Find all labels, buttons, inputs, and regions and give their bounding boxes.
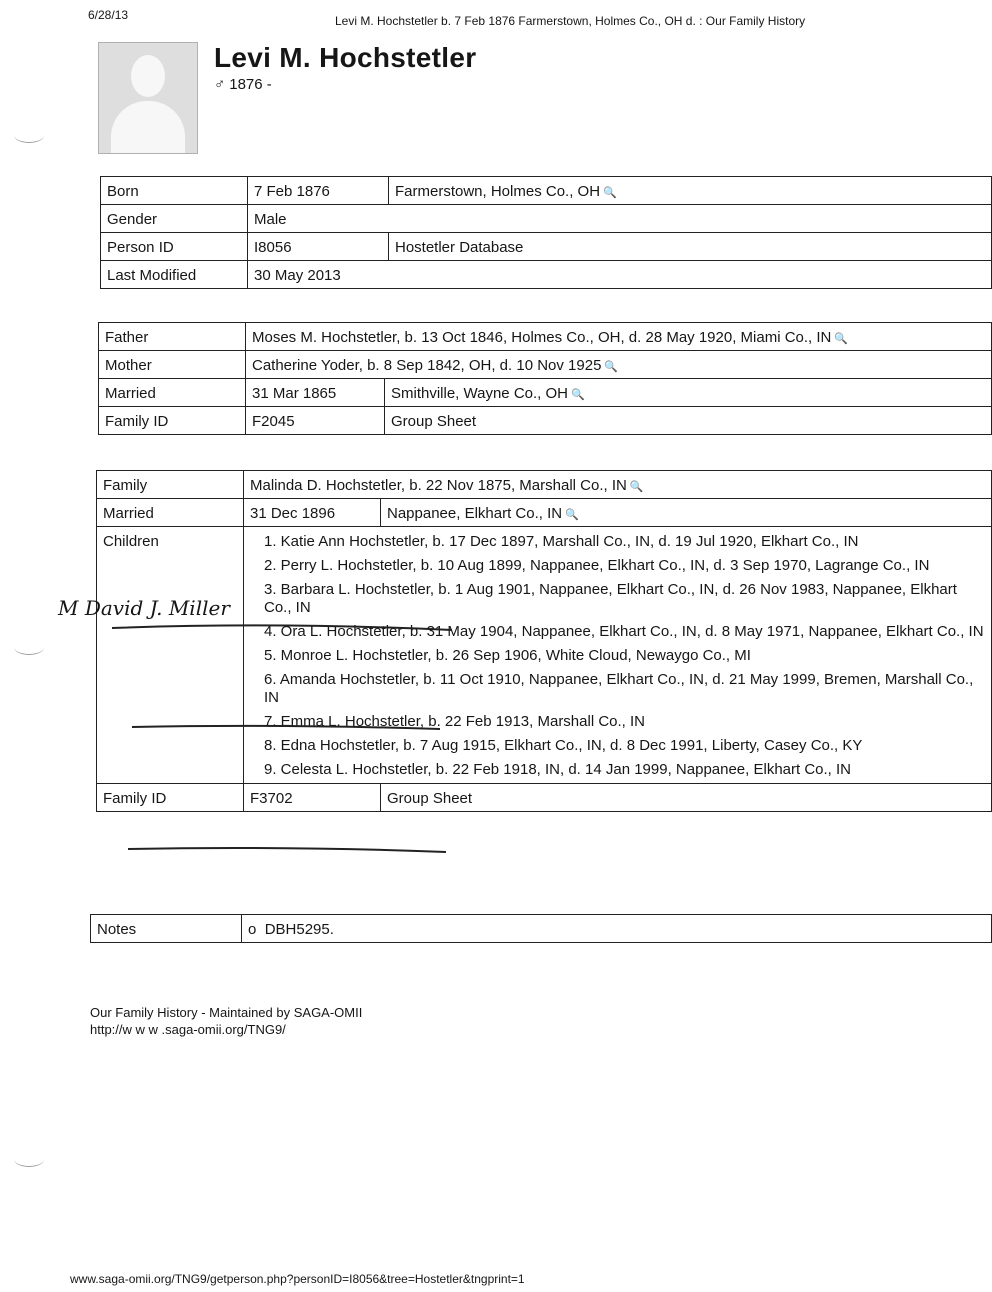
last-modified-label: Last Modified	[101, 261, 248, 289]
married-date: 31 Mar 1865	[246, 379, 385, 407]
married-label: Married	[97, 499, 244, 527]
gender-label: Gender	[101, 205, 248, 233]
bullet-icon: o	[248, 921, 257, 938]
children-label: Children	[97, 527, 244, 784]
child-item[interactable]: 1. Katie Ann Hochstetler, b. 17 Dec 1897, Marshall Co., IN, d. 19 Jul 1920, Elkhart Co., IN	[264, 533, 859, 550]
child-item[interactable]: 3. Barbara L. Hochstetler, b. 1 Aug 1901, Nappanee, Elkhart Co., IN, d. 26 Nov 1983, Nappanee, Elkhart Co., IN	[264, 581, 957, 616]
footer-site-url[interactable]: http://w w w .saga-omii.org/TNG9/	[90, 1022, 286, 1037]
person-id-value: I8056	[248, 233, 389, 261]
father-label: Father	[99, 323, 246, 351]
print-page-url: www.saga-omii.org/TNG9/getperson.php?personID=I8056&tree=Hostetler&tngprint=1	[70, 1272, 525, 1286]
search-icon[interactable]: 🔍	[629, 481, 644, 493]
married-label: Married	[99, 379, 246, 407]
print-date: 6/28/13	[88, 8, 129, 22]
family-id-label: Family ID	[99, 407, 246, 435]
family-label: Family	[97, 471, 244, 499]
family-id-value: F3702	[244, 784, 381, 812]
punch-hole-mark	[14, 128, 44, 143]
child-item[interactable]: 2. Perry L. Hochstetler, b. 10 Aug 1899, Nappanee, Elkhart Co., IN, d. 3 Sep 1970, Lagrange Co., IN	[264, 557, 930, 574]
search-icon[interactable]: 🔍	[571, 389, 585, 401]
child-item[interactable]: 7. Emma L. Hochstetler, b. 22 Feb 1913, Marshall Co., IN	[264, 713, 646, 730]
punch-hole-mark	[14, 640, 44, 655]
search-icon[interactable]: 🔍	[603, 187, 617, 199]
mother-label: Mother	[99, 351, 246, 379]
married-place-link[interactable]: Nappanee, Elkhart Co., IN	[387, 505, 563, 522]
family-id-label: Family ID	[97, 784, 244, 812]
born-place-link[interactable]: Farmerstown, Holmes Co., OH	[395, 183, 601, 200]
punch-hole-mark	[14, 1152, 44, 1167]
group-sheet-link[interactable]: Group Sheet	[385, 407, 992, 435]
print-page-title: Levi M. Hochstetler b. 7 Feb 1876 Farmerstown, Holmes Co., OH d. : Our Family History	[335, 14, 806, 28]
group-sheet-link[interactable]: Group Sheet	[381, 784, 992, 812]
child-item[interactable]: 4. Ora L. Hochstetler, b. 31 May 1904, Nappanee, Elkhart Co., IN, d. 8 May 1971, Nappanee, Elkhart Co., IN	[264, 623, 984, 640]
child-item[interactable]: 6. Amanda Hochstetler, b. 11 Oct 1910, Nappanee, Elkhart Co., IN, d. 21 May 1999, Bremen, Marshall Co., IN	[264, 671, 974, 706]
search-icon[interactable]: 🔍	[834, 333, 849, 345]
male-symbol-icon: ♂	[214, 76, 226, 93]
notes-text: DBH5295.	[264, 921, 334, 938]
married-place-link[interactable]: Smithville, Wayne Co., OH	[391, 385, 568, 402]
spouse-link[interactable]: Malinda D. Hochstetler, b. 22 Nov 1875, Marshall Co., IN	[250, 477, 627, 494]
notes-label: Notes	[91, 915, 242, 943]
family-id-value: F2045	[246, 407, 385, 435]
person-years: 1876 -	[229, 76, 272, 93]
footer-site-name: Our Family History - Maintained by SAGA-OMII	[90, 1005, 363, 1020]
tree-name-link[interactable]: Hostetler Database	[389, 233, 992, 261]
search-icon[interactable]: 🔍	[565, 509, 579, 521]
child-item[interactable]: 5. Monroe L. Hochstetler, b. 26 Sep 1906, White Cloud, Newaygo Co., MI	[264, 647, 751, 664]
child-item[interactable]: 9. Celesta L. Hochstetler, b. 22 Feb 1918, IN, d. 14 Jan 1999, Nappanee, Elkhart Co., IN	[264, 761, 852, 778]
married-date: 31 Dec 1896	[244, 499, 381, 527]
mother-link[interactable]: Catherine Yoder, b. 8 Sep 1842, OH, d. 10 Nov 1925	[252, 357, 602, 374]
born-label: Born	[101, 177, 248, 205]
handwritten-annotation: M David J. Miller	[58, 596, 230, 620]
person-id-label: Person ID	[101, 233, 248, 261]
gender-value: Male	[248, 205, 992, 233]
search-icon[interactable]: 🔍	[604, 361, 619, 373]
last-modified-value: 30 May 2013	[248, 261, 992, 289]
child-item[interactable]: 8. Edna Hochstetler, b. 7 Aug 1915, Elkhart Co., IN, d. 8 Dec 1991, Liberty, Casey Co., KY	[264, 737, 863, 754]
father-link[interactable]: Moses M. Hochstetler, b. 13 Oct 1846, Holmes Co., OH, d. 28 May 1920, Miami Co., IN	[252, 329, 832, 346]
born-date: 7 Feb 1876	[248, 177, 389, 205]
person-name: Levi M. Hochstetler	[214, 42, 477, 73]
